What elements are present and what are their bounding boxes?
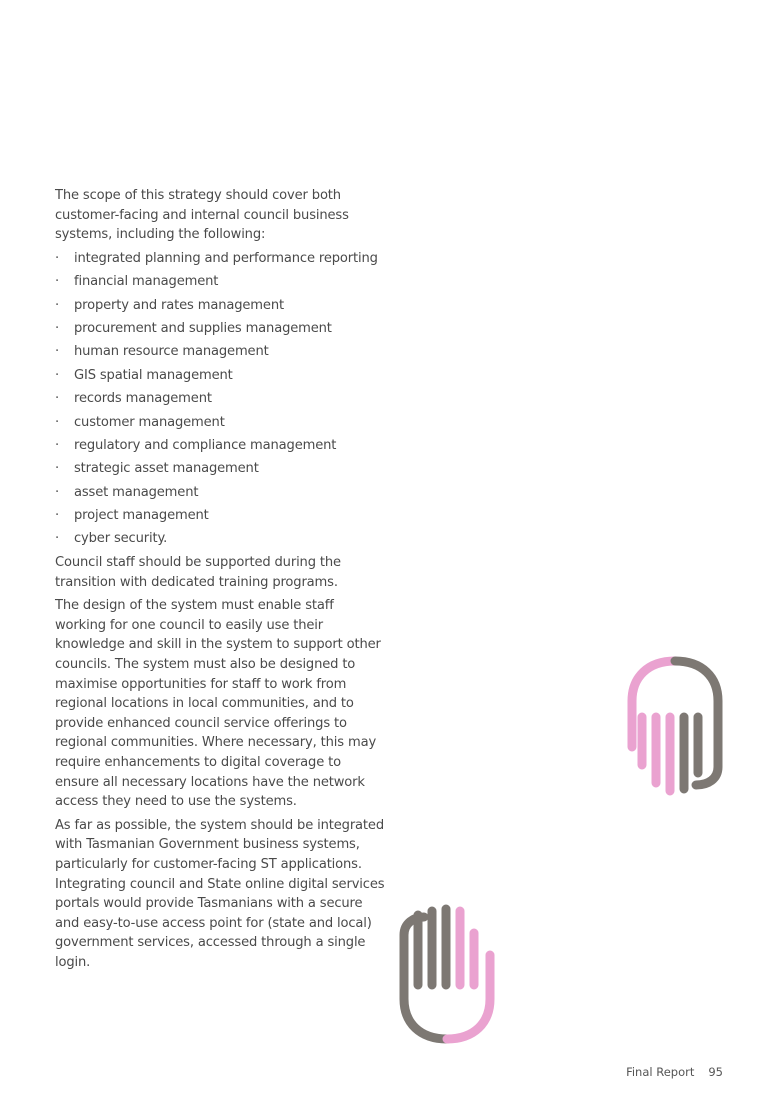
hand-bottom-pink-outline <box>447 911 490 1039</box>
list-item <box>55 436 385 456</box>
list-item <box>55 389 385 409</box>
list-item-text: property and rates management <box>74 297 284 313</box>
list-item-text: GIS spatial management <box>74 367 233 383</box>
bullet-marker: · <box>55 437 60 453</box>
list-item-text: strategic asset management <box>74 461 259 477</box>
hand-bottom-graphic <box>396 903 498 1045</box>
list-item-text: cyber security. <box>74 531 168 547</box>
list-item <box>55 319 385 339</box>
list-item-text: regulatory and compliance management <box>74 437 337 453</box>
list-item <box>55 529 385 549</box>
footer-label: Final Report <box>626 1065 695 1079</box>
list-item <box>55 483 385 503</box>
intro-paragraph: The scope of this strategy should cover both customer-facing and internal council business systems, including the following: <box>55 188 349 243</box>
bullet-marker: · <box>55 484 60 500</box>
list-item <box>55 342 385 362</box>
bullet-marker: · <box>55 461 60 477</box>
list-item-text: procurement and supplies management <box>74 320 332 336</box>
main-text-column <box>55 186 385 977</box>
list-item <box>55 506 385 526</box>
list-item <box>55 272 385 292</box>
list-item-text: financial management <box>74 274 219 290</box>
list-item <box>55 249 385 269</box>
hand-bottom-grey-outline <box>404 909 447 1039</box>
system-design-paragraph: The design of the system must enable staff working for one council to easily use their knowledge and skill in the system to support other councils. The system must also be designed to maximise opportunities for staff to work from regional locations in local communities, and to provide enhanced council service offerings to regional communities. Where necessary, this may require enhancements to digital coverage to ensure all necessary locations have the network access they need to use the systems. <box>55 598 381 810</box>
bullet-marker: · <box>55 391 60 407</box>
list-item <box>55 459 385 479</box>
hand-outline-icon <box>624 655 726 797</box>
hand-outline-icon <box>396 903 498 1045</box>
bullet-marker: · <box>55 508 60 524</box>
integration-paragraph: As far as possible, the system should be integrated with Tasmanian Government business systems, particularly for customer-facing ST applications. Integrating council and State online digital services portals would provide Tasmanians with a secure and easy-to-use access point for (state and local) government services, accessed through a single login. <box>55 817 385 970</box>
list-item-text: records management <box>74 391 212 407</box>
bullet-marker: · <box>55 344 60 360</box>
bullet-marker: · <box>55 297 60 313</box>
page-number: 95 <box>708 1065 723 1079</box>
page-footer <box>626 1065 723 1079</box>
training-paragraph: Council staff should be supported during the transition with dedicated training programs. <box>55 555 341 590</box>
systems-list <box>55 249 385 549</box>
list-item-text: human resource management <box>74 344 269 360</box>
list-item-text: integrated planning and performance reporting <box>74 250 378 266</box>
bullet-marker: · <box>55 531 60 547</box>
list-item <box>55 413 385 433</box>
bullet-marker: · <box>55 274 60 290</box>
list-item <box>55 366 385 386</box>
bullet-marker: · <box>55 250 60 266</box>
list-item <box>55 296 385 316</box>
list-item-text: project management <box>74 508 209 524</box>
list-item-text: asset management <box>74 484 199 500</box>
hand-top-pink-outline <box>632 661 675 791</box>
hand-top-grey-outline <box>675 661 718 789</box>
bullet-marker: · <box>55 367 60 383</box>
hand-top-graphic <box>624 655 726 797</box>
list-item-text: customer management <box>74 414 225 430</box>
bullet-marker: · <box>55 414 60 430</box>
bullet-marker: · <box>55 320 60 336</box>
